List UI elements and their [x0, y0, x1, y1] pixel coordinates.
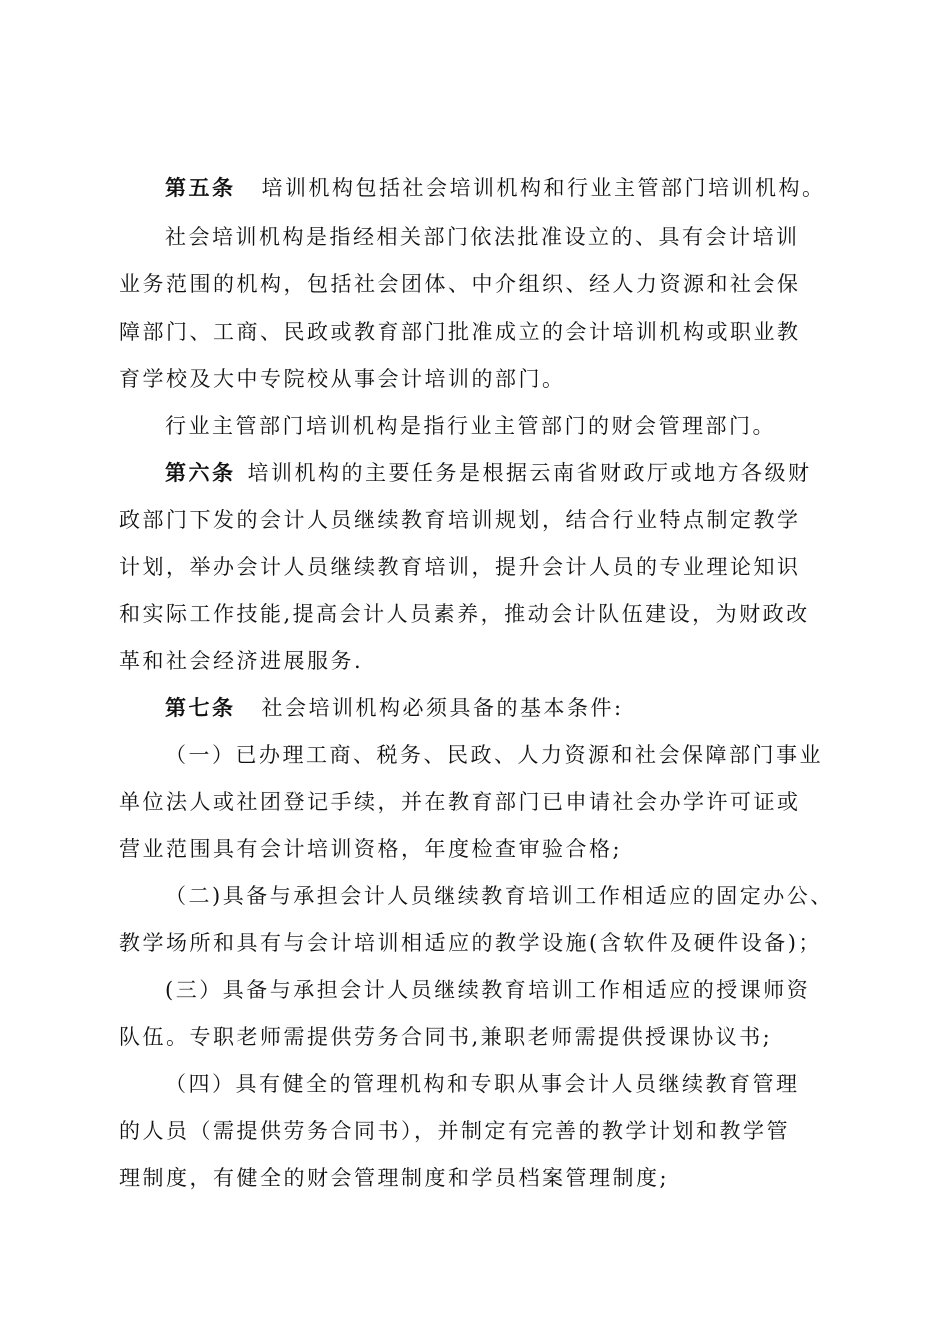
article5-line-2: 社会培训机构是指经相关部门依法批准设立的、具有会计培训	[165, 225, 800, 249]
article6-heading: 第六条	[165, 460, 236, 485]
clause-2-line-2: 教学场所和具有与会计培训相适应的教学设施(含软件及硬件设备)；	[119, 931, 822, 955]
clause-1-line-2: 单位法人或社团登记手续，并在教育部门已申请社会办学许可证或	[119, 790, 801, 814]
article5-heading: 第五条	[165, 175, 236, 200]
clause-4-line-3: 理制度，有健全的财会管理制度和学员档案管理制度;	[119, 1166, 670, 1190]
clause-4-line-2: 的人员（需提供劳务合同书），并制定有完善的教学计划和教学管	[119, 1119, 790, 1143]
article5-line-1	[165, 174, 826, 202]
article5-line-6: 行业主管部门培训机构是指行业主管部门的财会管理部门。	[165, 414, 776, 438]
article6-line-5: 革和社会经济进展服务.	[119, 649, 364, 673]
article7-heading: 第七条	[165, 695, 236, 720]
article6-line-4: 和实际工作技能,提高会计人员素养，推动会计队伍建设，为财政改	[119, 602, 810, 626]
article5-line-4: 障部门、工商、民政或教育部门批准成立的会计培训机构或职业教	[119, 320, 801, 344]
clause-3-line-1: (三）具备与承担会计人员继续教育培训工作相适应的授课师资	[165, 978, 811, 1002]
article6-text-1: 培训机构的主要任务是根据云南省财政厅或地方各级财	[247, 461, 812, 485]
clause-1-line-3: 营业范围具有会计培训资格，年度检查审验合格;	[119, 837, 623, 861]
article5-line-5: 育学校及大中专院校从事会计培训的部门。	[119, 367, 566, 391]
article5-text-1: 培训机构包括社会培训机构和行业主管部门培训机构。	[261, 176, 826, 200]
clause-1-line-1: （一）已办理工商、税务、民政、人力资源和社会保障部门事业	[165, 743, 823, 767]
article6-line-1	[165, 459, 812, 487]
article7-text-1: 社会培训机构必须具备的基本条件:	[261, 696, 624, 720]
article6-line-2: 政部门下发的会计人员继续教育培训规划，结合行业特点制定教学	[119, 508, 801, 532]
clause-3-line-2: 队伍。专职老师需提供劳务合同书,兼职老师需提供授课协议书;	[119, 1025, 773, 1049]
article6-line-3: 计划，举办会计人员继续教育培训，提升会计人员的专业理论知识	[119, 555, 801, 579]
clause-4-line-1: （四）具有健全的管理机构和专职从事会计人员继续教育管理	[165, 1072, 800, 1096]
clause-2-line-1: （二)具备与承担会计人员继续教育培训工作相适应的固定办公、	[165, 884, 834, 908]
article7-line-1	[165, 694, 624, 722]
article5-line-3: 业务范围的机构，包括社会团体、中介组织、经人力资源和社会保	[119, 272, 801, 296]
